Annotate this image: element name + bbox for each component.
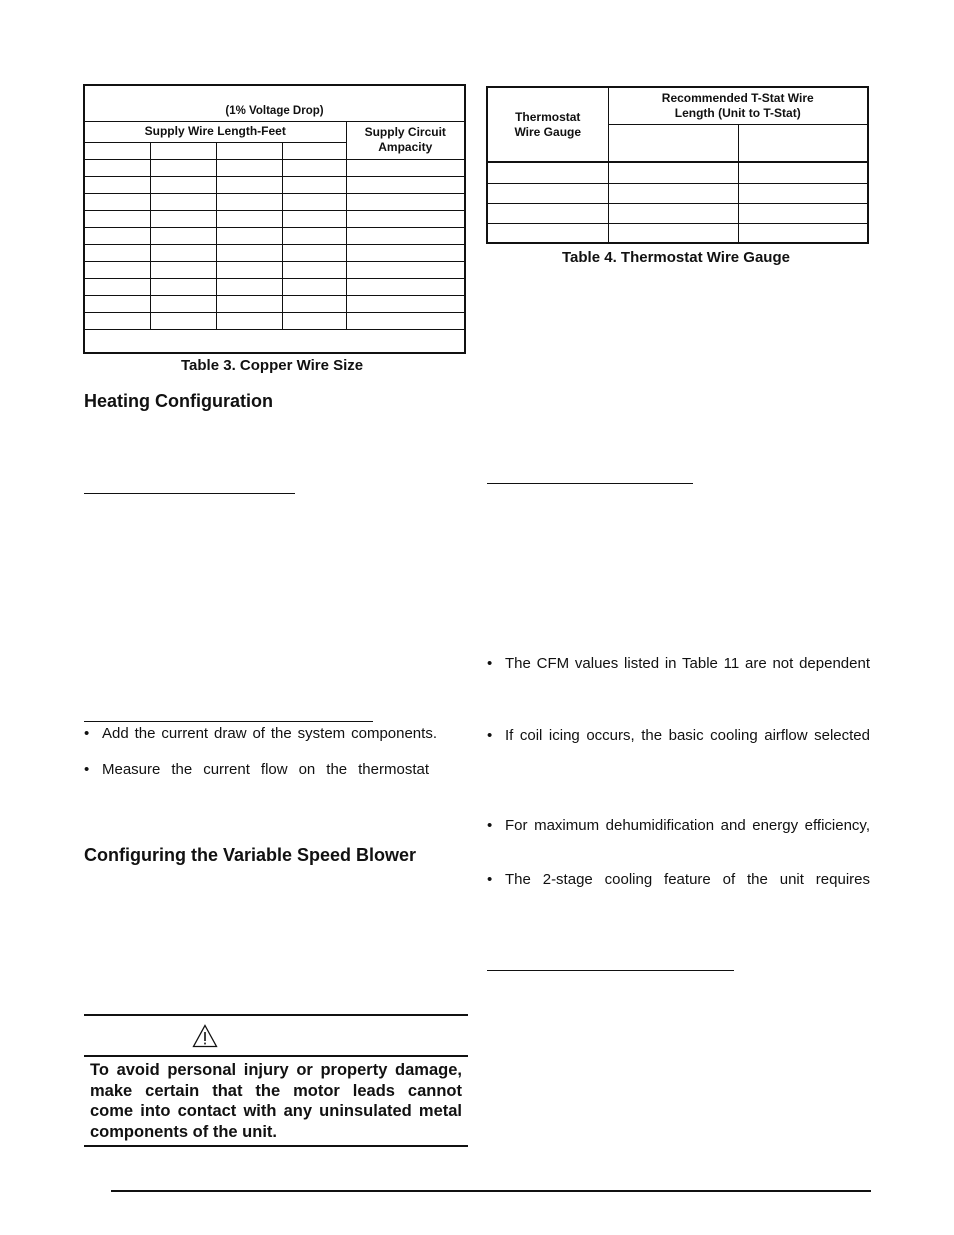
table3-subtitle: (1% Voltage Drop) xyxy=(84,85,465,121)
table-row xyxy=(84,295,465,312)
table-row xyxy=(487,203,868,223)
table-row xyxy=(84,210,465,227)
table4-length-header: Recommended T-Stat Wire Length (Unit to T-Stat) xyxy=(608,87,868,124)
table-row xyxy=(84,193,465,210)
table3-cell xyxy=(84,142,150,159)
list-item: • The 2-stage cooling feature of the unit requires xyxy=(487,871,870,888)
table4-cell xyxy=(738,124,868,162)
warning-box xyxy=(84,1014,468,1148)
section-rule xyxy=(487,970,734,971)
table4-caption: Table 4. Thermostat Wire Gauge xyxy=(562,249,790,266)
table-row xyxy=(84,176,465,193)
list-item: • Add the current draw of the system components. xyxy=(84,725,437,742)
bullet-text: Measure the current flow on the thermostat xyxy=(102,761,429,778)
table3-length-header: Supply Wire Length-Feet xyxy=(84,121,346,142)
table4-cell xyxy=(608,124,738,162)
footer-rule xyxy=(111,1190,871,1192)
table-row xyxy=(84,244,465,261)
bullet-text: If coil icing occurs, the basic cooling airflow selected xyxy=(505,727,870,744)
section-rule xyxy=(487,483,693,484)
thermostat-wire-gauge-table xyxy=(486,86,869,244)
bullet-text: For maximum dehumidification and energy efficiency, xyxy=(505,817,870,834)
table-footer-row xyxy=(84,329,465,353)
heading-configuring-blower: Configuring the Variable Speed Blower xyxy=(84,845,417,865)
table-row xyxy=(487,162,868,183)
bullet-text: The 2-stage cooling feature of the unit requires xyxy=(505,871,870,888)
table3-caption: Table 3. Copper Wire Size xyxy=(181,357,364,374)
list-item: • If coil icing occurs, the basic cooling airflow selected xyxy=(487,727,870,744)
table-row xyxy=(84,278,465,295)
table-row xyxy=(84,312,465,329)
warning-text: To avoid personal injury or property damage, make certain that the motor leads cannot come into contact with any uninsulated metal components of the unit. xyxy=(90,1061,462,1141)
table-row xyxy=(487,223,868,243)
table-row xyxy=(84,227,465,244)
table3-cell xyxy=(150,142,216,159)
heading-heating-configuration: Heating Configuration xyxy=(84,391,273,411)
table-row xyxy=(84,261,465,278)
warning-triangle-icon xyxy=(192,1024,218,1048)
list-item: • For maximum dehumidification and energy efficiency, xyxy=(487,817,870,834)
table4-gauge-header: Thermostat Wire Gauge xyxy=(487,87,608,162)
section-rule xyxy=(84,493,295,494)
bullet-text: The CFM values listed in Table 11 are not dependent xyxy=(505,655,870,672)
table3-cell xyxy=(282,142,346,159)
table3-cell xyxy=(216,142,282,159)
table3-ampacity-header: Supply Circuit Ampacity xyxy=(346,121,465,159)
bullet-text: Add the current draw of the system components. xyxy=(102,725,437,742)
table-row xyxy=(84,159,465,176)
table-row xyxy=(487,183,868,203)
list-item: • The CFM values listed in Table 11 are not dependent xyxy=(487,655,870,672)
copper-wire-size-table xyxy=(83,84,466,354)
section-rule xyxy=(84,721,373,722)
list-item: • Measure the current flow on the thermostat xyxy=(84,761,429,778)
